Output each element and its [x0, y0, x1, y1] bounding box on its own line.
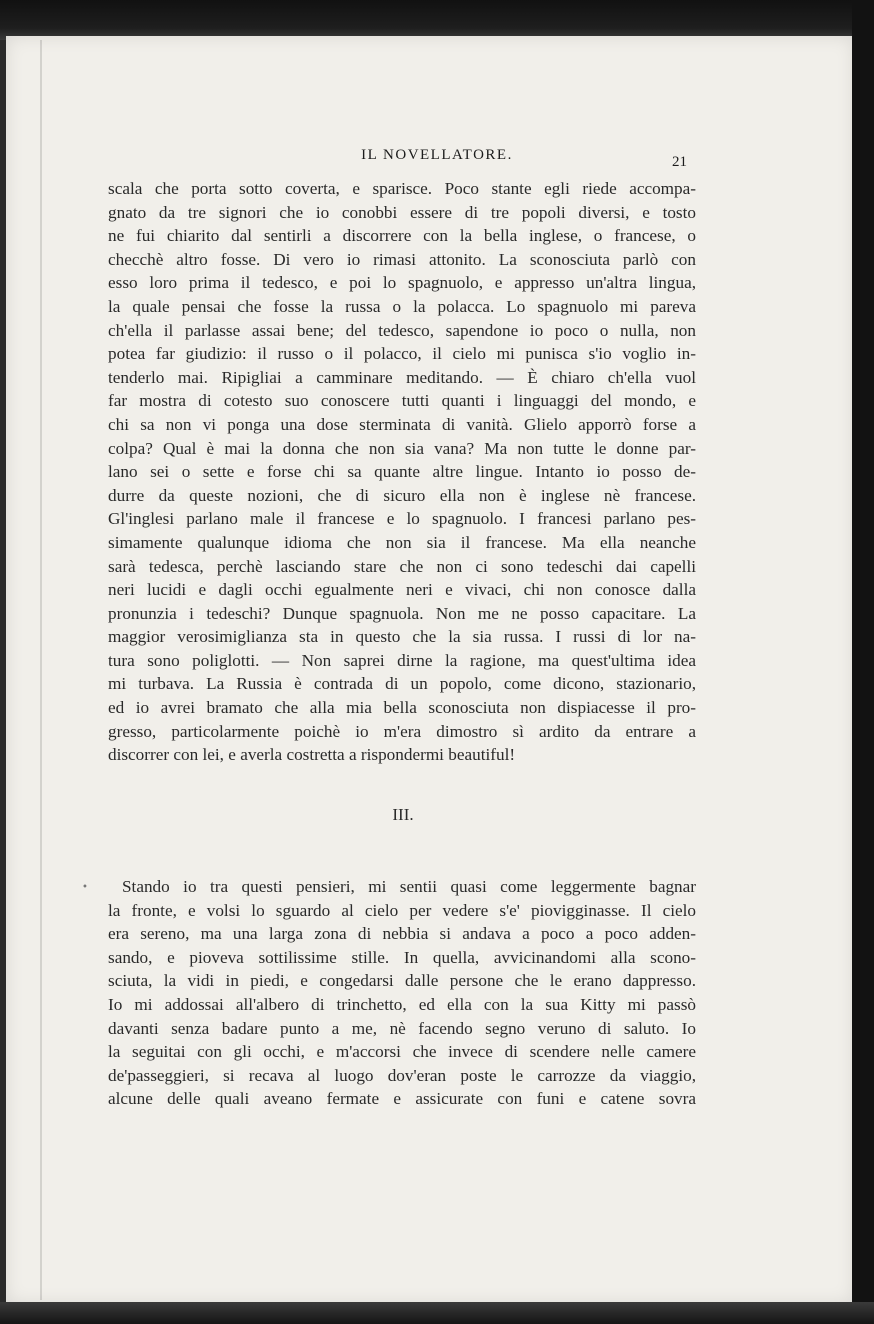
page-fold-edge — [40, 40, 42, 1300]
text-line: sciuta, la vidi in piedi, e congedarsi dalle persone che le erano dappresso. — [108, 971, 696, 991]
text-line: alcune delle quali aveano fermate e assicurate con funi e catene sovra — [108, 1089, 696, 1109]
text-line: chi sa non vi ponga una dose sterminata di vanità. Glielo apporrò forse a — [108, 414, 696, 434]
text-line: maggior verosimiglianza sta in questo che la sia russa. I russi di lor na- — [108, 627, 696, 647]
text-line: sarà tedesca, perchè lasciando stare che non ci sono tedeschi dai capelli — [108, 556, 696, 576]
scan-top-border — [0, 0, 874, 40]
text-line: ed io avrei bramato che alla mia bella sconosciuta non dispiacesse il pro- — [108, 698, 696, 718]
text-line: la quale pensai che fosse la russa o la polacca. Lo spagnuolo mi pareva — [108, 296, 696, 316]
text-line: checchè altro fosse. Di vero io rimasi attonito. La sconosciuta parlò con — [108, 249, 696, 269]
text-line: pronunzia i tedeschi? Dunque spagnuola. Non me ne posso capacitare. La — [108, 603, 696, 623]
text-line: ne fui chiarito dal sentirli a discorrere con la bella inglese, o francese, o — [108, 226, 696, 246]
margin-mark: • — [82, 882, 88, 893]
text-line: Io mi addossai all'albero di trinchetto, ed ella con la sua Kitty mi passò — [108, 994, 696, 1014]
text-line: esso loro prima il tedesco, e poi lo spagnuolo, e appresso un'altra lingua, — [108, 273, 696, 293]
text-line: era sereno, ma una larga zona di nebbia si andava a poco a poco adden- — [108, 924, 696, 944]
text-line: tenderlo mai. Ripigliai a camminare meditando. — È chiaro ch'ella vuol — [108, 367, 696, 387]
text-line: Gl'inglesi parlano male il francese e lo spagnuolo. I francesi parlano pes- — [108, 509, 696, 529]
text-line: colpa? Qual è mai la donna che non sia vana? Ma non tutte le donne par- — [108, 438, 696, 458]
scan-bottom-border — [0, 1302, 874, 1324]
text-line: ch'ella il parlasse assai bene; del tedesco, sapendone io poco o nulla, non — [108, 320, 696, 340]
text-line: Stando io tra questi pensieri, mi sentii quasi come leggermente bagnar — [122, 877, 696, 896]
text-line: gresso, particolarmente poichè io m'era dimostro sì ardito da entrare a — [108, 721, 696, 741]
text-line: far mostra di cotesto suo conoscere tutti quanti i linguaggi del mondo, e — [108, 391, 696, 411]
text-line: simamente qualunque idioma che non sia il francese. Ma ella neanche — [108, 532, 696, 552]
text-line: gnato da tre signori che io conobbi essere di tre popoli diversi, e tosto — [108, 202, 696, 222]
paragraph — [108, 875, 696, 1111]
text-line: tura sono poliglotti. — Non saprei dirne la ragione, ma quest'ultima idea — [108, 650, 696, 670]
text-line: scala che porta sotto coverta, e sparisce. Poco stante egli riede accompa- — [108, 179, 696, 198]
section-heading: III. — [392, 805, 414, 824]
paragraph-continued — [108, 177, 696, 767]
text-line: la seguitai con gli occhi, e m'accorsi che invece di scendere nelle camere — [108, 1042, 696, 1062]
text-line: de'passeggieri, si recava al luogo dov'eran poste le carrozze da viaggio, — [108, 1065, 696, 1085]
text-line: davanti senza badare punto a me, nè facendo segno veruno di saluto. Io — [108, 1018, 696, 1038]
text-line: neri lucidi e dagli occhi egualmente neri e vivaci, chi non conosce dalla — [108, 580, 696, 600]
text-line: durre da queste nozioni, che di sicuro ella non è inglese nè francese. — [108, 485, 696, 505]
text-line: lano sei o sette e forse chi sa quante altre lingue. Intanto io posso de- — [108, 462, 696, 482]
text-line: mi turbava. La Russia è contrada di un popolo, come dicono, stazionario, — [108, 674, 696, 694]
text-line: potea far giudizio: il russo o il polacco, il cielo mi punisca s'io voglio in- — [108, 344, 696, 364]
scan-right-border — [852, 0, 874, 1324]
text-line: la fronte, e volsi lo sguardo al cielo per vedere s'e' piovigginasse. Il cielo — [108, 900, 696, 920]
text-line: sando, e pioveva sottilissime stille. In quella, avvicinandomi alla scono- — [108, 947, 696, 967]
page-number: 21 — [672, 154, 687, 170]
text-line: discorrer con lei, e averla costretta a rispondermi beautiful! — [108, 745, 516, 765]
running-title: IL NOVELLATORE. — [361, 147, 513, 163]
